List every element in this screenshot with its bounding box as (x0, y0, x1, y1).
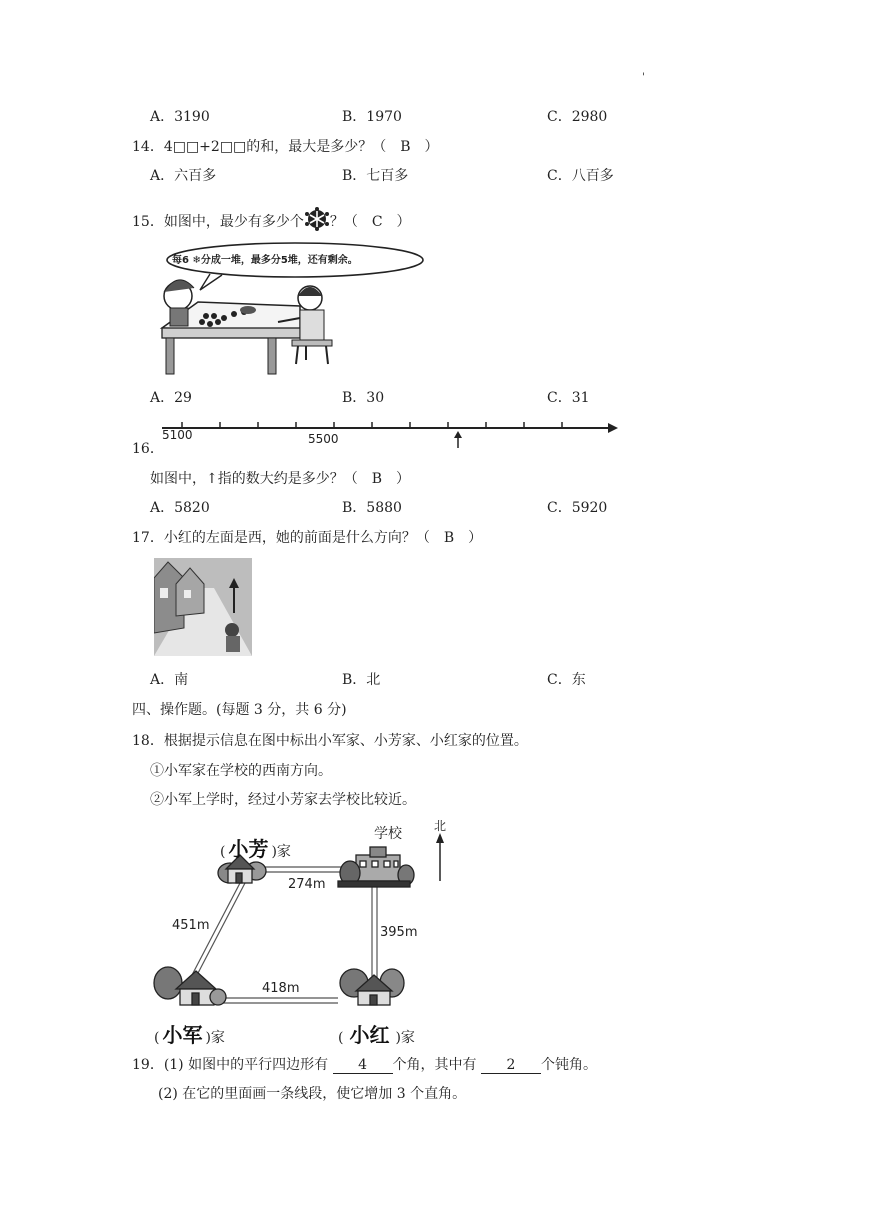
q17-option-a: A．南 (150, 672, 189, 688)
q19-blank-angles: 4 (333, 1057, 393, 1074)
q19-blank-obtuse: 2 (481, 1057, 541, 1074)
q17-text: 17．小红的左面是西，她的前面是什么方向？（ B ） (132, 530, 483, 546)
map-bottom-left-close: )家 (205, 1030, 225, 1046)
q16-option-a: A．5820 (150, 500, 210, 516)
map-school-label: 学校 (374, 826, 402, 842)
map-bottom-left-label (154, 1019, 225, 1048)
map-distance-top: 274m (288, 877, 326, 892)
map-distance-left: 451m (172, 918, 210, 933)
q15-option-c: C．31 (547, 390, 590, 406)
q15-speech-text: 每6 ❄分成一堆，最多分5堆，还有剩余。 (172, 255, 358, 266)
map-bottom-right-close: )家 (395, 1030, 415, 1046)
map-distance-right: 395m (380, 925, 418, 940)
q14-option-b: B．七百多 (342, 168, 409, 184)
q18-hint-1: ①小军家在学校的西南方向。 (150, 763, 332, 779)
q18-map (148, 815, 468, 1060)
map-top-left-answer: 小芳 (228, 837, 269, 861)
q14-text: 14．4□□+2□□的和，最大是多少？（ B ） (132, 139, 439, 155)
q13-option-c: C．2980 (547, 109, 608, 125)
map-bottom-right-open: ( (338, 1030, 344, 1046)
q19-p1-after: 个钝角。 (541, 1057, 598, 1073)
q15-text (132, 207, 411, 231)
q18-text: 18．根据提示信息在图中标出小军家、小芳家、小红家的位置。 (132, 733, 528, 749)
map-distance-bottom: 418m (262, 981, 300, 996)
q19-p1-mid: 个角，其中有 (392, 1057, 477, 1073)
map-top-left-open: ( (220, 844, 226, 860)
map-bottom-right-answer: 小红 (349, 1023, 390, 1047)
map-north-label: 北 (434, 819, 447, 833)
q13-option-b: B．1970 (342, 109, 402, 125)
q19-part1 (132, 1054, 597, 1074)
map-bottom-left-answer: 小军 (162, 1023, 203, 1047)
q16-option-b: B．5880 (342, 500, 402, 516)
map-top-left-label (220, 833, 291, 862)
q15-text-after: ？（ C ） (329, 214, 411, 230)
q15-illustration (150, 240, 430, 378)
snowflake-icon (304, 207, 330, 229)
q15-text-before: 15．如图中，最少有多少个 (132, 214, 304, 230)
q19-part2: (2) 在它的里面画一条线段，使它增加 3 个直角。 (158, 1086, 467, 1102)
q13-option-a: A．3190 (150, 109, 210, 125)
q19-p1-before: 19．(1) 如图中的平行四边形有 (132, 1057, 329, 1073)
map-bottom-left-open: ( (154, 1030, 160, 1046)
q15-option-a: A．29 (150, 390, 192, 406)
map-top-left-close: )家 (271, 844, 291, 860)
corner-mark: ' (642, 72, 645, 83)
q17-option-c: C．东 (547, 672, 586, 688)
q16-number-line (160, 418, 620, 454)
q14-option-c: C．八百多 (547, 168, 614, 184)
map-bottom-right-label (338, 1019, 415, 1048)
q18-hint-2: ②小军上学时，经过小芳家去学校比较近。 (150, 792, 416, 808)
q14-option-a: A．六百多 (150, 168, 217, 184)
q17-street-picture (154, 558, 252, 656)
q15-option-b: B．30 (342, 390, 385, 406)
q16-option-c: C．5920 (547, 500, 608, 516)
q16-number: 16． (132, 441, 164, 457)
section4-title: 四、操作题。(每题 3 分，共 6 分) (132, 702, 347, 718)
q16-text: 如图中，↑指的数大约是多少？（ B ） (150, 471, 411, 487)
q16-tick-5100: 5100 (162, 428, 193, 442)
q16-tick-5500: 5500 (308, 432, 339, 446)
q17-option-b: B．北 (342, 672, 381, 688)
